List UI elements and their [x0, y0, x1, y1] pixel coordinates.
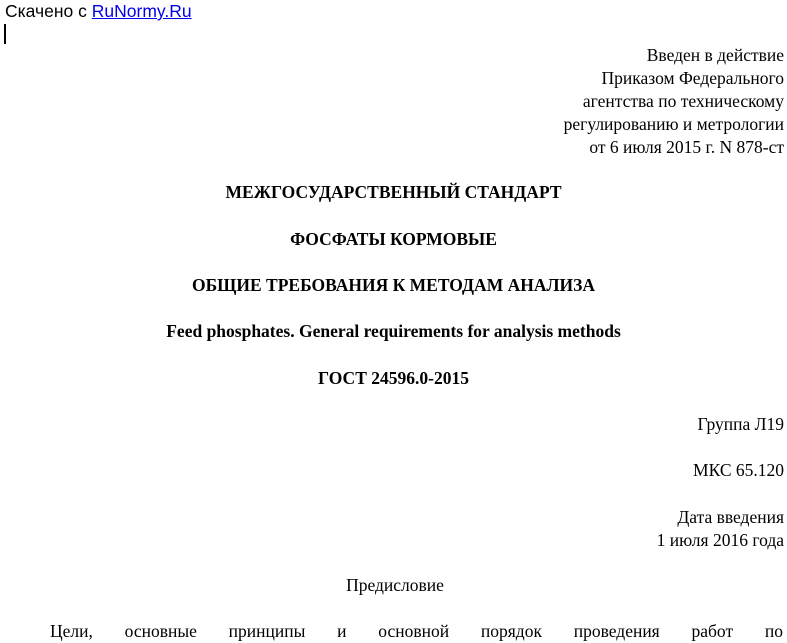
runormy-link[interactable]: RuNormy.Ru — [91, 1, 192, 21]
classification-mks: МКС 65.120 — [693, 460, 784, 480]
enactment-line: агентства по техническому — [582, 91, 784, 111]
english-title: Feed phosphates. General requirements for analysis methods — [166, 321, 621, 341]
enactment-note — [564, 44, 784, 159]
introduction-date-block — [657, 506, 784, 552]
download-notice-prefix: Скачено с — [5, 1, 92, 21]
standard-type: МЕЖГОСУДАРСТВЕННЫЙ СТАНДАРТ — [225, 182, 562, 202]
download-notice — [5, 0, 192, 23]
enactment-line: регулированию и метрологии — [563, 114, 784, 134]
standard-number: ГОСТ 24596.0-2015 — [318, 368, 469, 388]
text-cursor — [4, 24, 6, 44]
classification-group: Группа Л19 — [697, 414, 784, 434]
standard-title: ФОСФАТЫ КОРМОВЫЕ — [290, 229, 497, 249]
enactment-line: от 6 июля 2015 г. N 878-ст — [589, 137, 784, 157]
introduction-date-value: 1 июля 2016 года — [656, 530, 784, 550]
foreword-paragraph: Цели, основные принципы и основной порядок проведения работ по — [50, 621, 783, 641]
introduction-date-label: Дата введения — [677, 507, 784, 527]
standard-subtitle: ОБЩИЕ ТРЕБОВАНИЯ К МЕТОДАМ АНАЛИЗА — [191, 275, 596, 295]
enactment-line: Введен в действие — [646, 45, 784, 65]
enactment-line: Приказом Федерального — [601, 68, 784, 88]
foreword-heading: Предисловие — [346, 575, 444, 595]
